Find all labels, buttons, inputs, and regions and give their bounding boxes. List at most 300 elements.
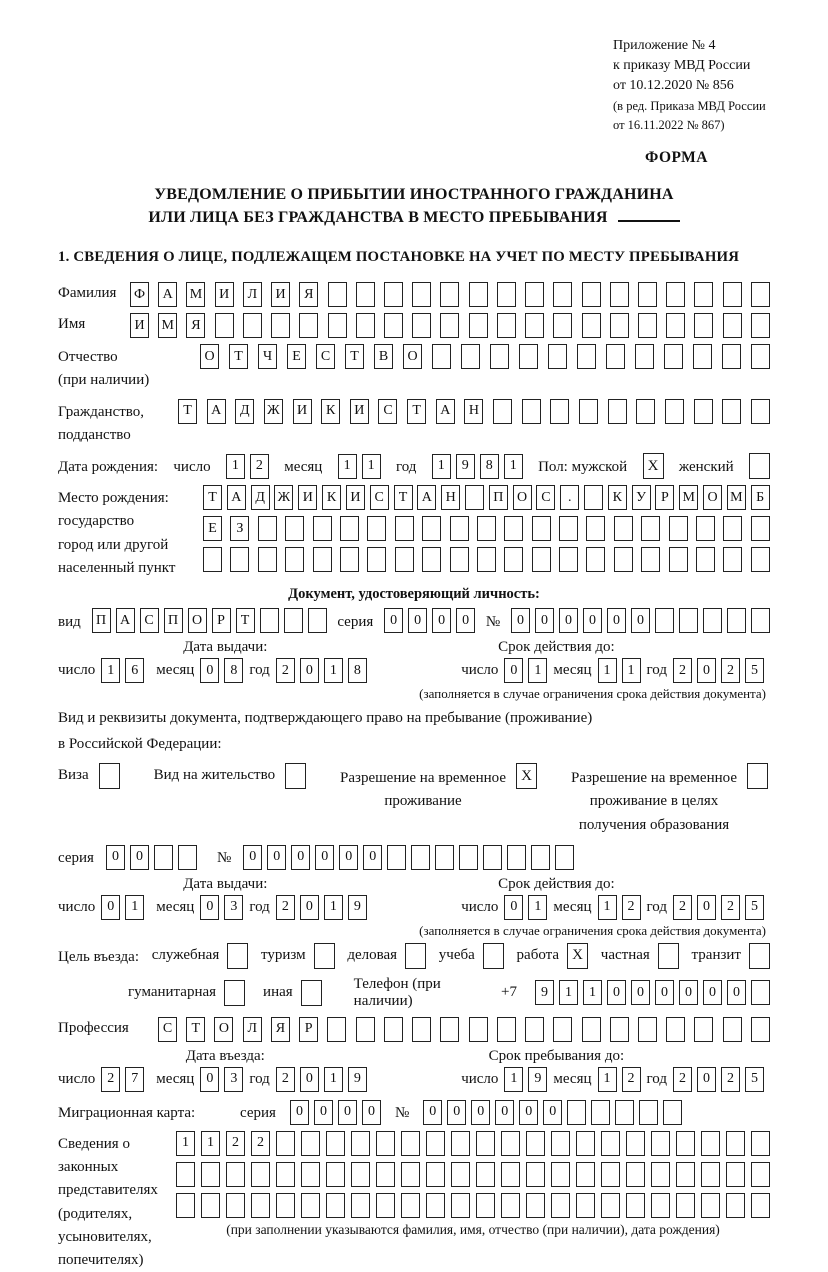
char-cell[interactable]: И	[215, 282, 234, 307]
char-cell[interactable]	[641, 547, 660, 572]
char-cell[interactable]: Р	[655, 485, 674, 510]
char-cell[interactable]: 0	[697, 658, 716, 683]
char-cell[interactable]: Я	[299, 282, 318, 307]
char-cell[interactable]: 2	[721, 658, 740, 683]
char-cell[interactable]	[586, 516, 605, 541]
char-cell[interactable]	[591, 1100, 610, 1125]
char-cell[interactable]	[201, 1162, 220, 1187]
char-cell[interactable]	[451, 1193, 470, 1218]
char-cell[interactable]: 1	[324, 1067, 343, 1092]
char-cell[interactable]	[694, 313, 713, 338]
char-cell[interactable]: О	[214, 1017, 233, 1042]
char-cell[interactable]: 6	[125, 658, 144, 683]
char-cell[interactable]	[751, 1162, 770, 1187]
char-cell[interactable]: 2	[622, 1067, 641, 1092]
char-cell[interactable]: М	[158, 313, 177, 338]
char-cell[interactable]	[526, 1193, 545, 1218]
char-cell[interactable]: 0	[631, 608, 650, 633]
char-cell[interactable]	[751, 344, 770, 369]
char-cell[interactable]	[669, 516, 688, 541]
char-cell[interactable]	[751, 313, 770, 338]
char-cell[interactable]	[567, 1100, 586, 1125]
char-cell[interactable]: 8	[348, 658, 367, 683]
char-cell[interactable]	[401, 1193, 420, 1218]
char-cell[interactable]	[497, 1017, 516, 1042]
char-cell[interactable]	[461, 344, 480, 369]
char-cell[interactable]: 1	[504, 1067, 523, 1092]
char-cell[interactable]	[751, 547, 770, 572]
char-cell[interactable]	[313, 516, 332, 541]
char-cell[interactable]	[676, 1162, 695, 1187]
char-cell[interactable]: 1	[362, 454, 381, 479]
char-cell[interactable]	[440, 313, 459, 338]
char-cell[interactable]	[751, 1131, 770, 1156]
char-cell[interactable]: 0	[362, 1100, 381, 1125]
char-cell[interactable]: Т	[229, 344, 248, 369]
char-cell[interactable]	[459, 845, 478, 870]
char-cell[interactable]: 9	[528, 1067, 547, 1092]
purpose-work-checkbox[interactable]: X	[567, 943, 588, 969]
char-cell[interactable]: 0	[631, 980, 650, 1005]
char-cell[interactable]: 0	[300, 658, 319, 683]
char-cell[interactable]	[614, 516, 633, 541]
char-cell[interactable]	[276, 1131, 295, 1156]
char-cell[interactable]: 0	[423, 1100, 442, 1125]
char-cell[interactable]: Т	[178, 399, 197, 424]
char-cell[interactable]: Ф	[130, 282, 149, 307]
char-cell[interactable]: 8	[480, 454, 499, 479]
char-cell[interactable]	[226, 1193, 245, 1218]
char-cell[interactable]	[723, 547, 742, 572]
char-cell[interactable]	[243, 313, 262, 338]
char-cell[interactable]	[450, 547, 469, 572]
char-cell[interactable]: 0	[456, 608, 475, 633]
char-cell[interactable]: Н	[464, 399, 483, 424]
char-cell[interactable]: 0	[447, 1100, 466, 1125]
char-cell[interactable]: С	[370, 485, 389, 510]
char-cell[interactable]	[726, 1162, 745, 1187]
char-cell[interactable]	[679, 608, 698, 633]
char-cell[interactable]	[351, 1131, 370, 1156]
char-cell[interactable]	[751, 399, 770, 424]
char-cell[interactable]: 0	[291, 845, 310, 870]
char-cell[interactable]	[638, 1017, 657, 1042]
char-cell[interactable]	[608, 399, 627, 424]
char-cell[interactable]: 0	[655, 980, 674, 1005]
char-cell[interactable]	[451, 1162, 470, 1187]
char-cell[interactable]: 2	[622, 895, 641, 920]
char-cell[interactable]: 1	[324, 895, 343, 920]
char-cell[interactable]	[203, 547, 222, 572]
char-cell[interactable]: 1	[432, 454, 451, 479]
char-cell[interactable]: Р	[212, 608, 231, 633]
char-cell[interactable]	[301, 1131, 320, 1156]
char-cell[interactable]: С	[316, 344, 335, 369]
char-cell[interactable]: Н	[441, 485, 460, 510]
char-cell[interactable]	[676, 1131, 695, 1156]
char-cell[interactable]: И	[293, 399, 312, 424]
char-cell[interactable]	[497, 313, 516, 338]
char-cell[interactable]: 2	[721, 1067, 740, 1092]
male-checkbox[interactable]: X	[643, 453, 664, 479]
char-cell[interactable]	[525, 1017, 544, 1042]
female-checkbox[interactable]	[749, 453, 770, 479]
char-cell[interactable]	[412, 313, 431, 338]
char-cell[interactable]	[411, 845, 430, 870]
char-cell[interactable]	[666, 313, 685, 338]
char-cell[interactable]	[426, 1162, 445, 1187]
char-cell[interactable]	[551, 1193, 570, 1218]
char-cell[interactable]: М	[727, 485, 746, 510]
char-cell[interactable]: 8	[224, 658, 243, 683]
char-cell[interactable]	[696, 547, 715, 572]
char-cell[interactable]: 1	[324, 658, 343, 683]
char-cell[interactable]	[384, 1017, 403, 1042]
char-cell[interactable]	[154, 845, 173, 870]
char-cell[interactable]: 0	[130, 845, 149, 870]
char-cell[interactable]: О	[188, 608, 207, 633]
char-cell[interactable]	[230, 547, 249, 572]
char-cell[interactable]: Т	[394, 485, 413, 510]
char-cell[interactable]	[328, 313, 347, 338]
char-cell[interactable]: 0	[703, 980, 722, 1005]
char-cell[interactable]: С	[536, 485, 555, 510]
char-cell[interactable]	[559, 516, 578, 541]
temporary-residence-checkbox[interactable]: X	[516, 763, 537, 789]
char-cell[interactable]: 0	[200, 895, 219, 920]
purpose-official-checkbox[interactable]	[227, 943, 248, 969]
residence-permit-checkbox[interactable]	[285, 763, 306, 789]
char-cell[interactable]: 0	[504, 895, 523, 920]
char-cell[interactable]	[722, 399, 741, 424]
char-cell[interactable]	[201, 1193, 220, 1218]
char-cell[interactable]	[477, 547, 496, 572]
char-cell[interactable]: 1	[226, 454, 245, 479]
char-cell[interactable]: 9	[535, 980, 554, 1005]
char-cell[interactable]: 0	[290, 1100, 309, 1125]
char-cell[interactable]: 3	[224, 895, 243, 920]
char-cell[interactable]	[559, 547, 578, 572]
char-cell[interactable]: 3	[224, 1067, 243, 1092]
char-cell[interactable]: 1	[101, 658, 120, 683]
char-cell[interactable]	[384, 282, 403, 307]
char-cell[interactable]: 1	[598, 658, 617, 683]
purpose-humanitarian-checkbox[interactable]	[224, 980, 245, 1006]
char-cell[interactable]	[666, 282, 685, 307]
char-cell[interactable]: А	[207, 399, 226, 424]
char-cell[interactable]	[387, 845, 406, 870]
char-cell[interactable]: 0	[607, 608, 626, 633]
char-cell[interactable]	[440, 282, 459, 307]
char-cell[interactable]: Е	[203, 516, 222, 541]
char-cell[interactable]: 9	[456, 454, 475, 479]
char-cell[interactable]	[308, 608, 327, 633]
char-cell[interactable]: 0	[300, 895, 319, 920]
char-cell[interactable]: 0	[543, 1100, 562, 1125]
char-cell[interactable]: 2	[673, 658, 692, 683]
char-cell[interactable]: Т	[186, 1017, 205, 1042]
char-cell[interactable]: 1	[583, 980, 602, 1005]
char-cell[interactable]	[490, 344, 509, 369]
char-cell[interactable]	[299, 313, 318, 338]
char-cell[interactable]: О	[703, 485, 722, 510]
char-cell[interactable]	[610, 282, 629, 307]
char-cell[interactable]: 0	[583, 608, 602, 633]
char-cell[interactable]: 0	[607, 980, 626, 1005]
char-cell[interactable]	[451, 1131, 470, 1156]
char-cell[interactable]: У	[632, 485, 651, 510]
purpose-business-checkbox[interactable]	[405, 943, 426, 969]
char-cell[interactable]: 0	[471, 1100, 490, 1125]
char-cell[interactable]	[582, 313, 601, 338]
char-cell[interactable]: 2	[276, 895, 295, 920]
char-cell[interactable]	[639, 1100, 658, 1125]
char-cell[interactable]	[723, 282, 742, 307]
char-cell[interactable]: И	[130, 313, 149, 338]
char-cell[interactable]	[638, 313, 657, 338]
char-cell[interactable]: 0	[697, 1067, 716, 1092]
char-cell[interactable]	[504, 547, 523, 572]
char-cell[interactable]	[522, 399, 541, 424]
char-cell[interactable]	[576, 1131, 595, 1156]
char-cell[interactable]: Т	[345, 344, 364, 369]
char-cell[interactable]: 1	[598, 895, 617, 920]
char-cell[interactable]	[666, 1017, 685, 1042]
char-cell[interactable]	[636, 399, 655, 424]
char-cell[interactable]: И	[350, 399, 369, 424]
char-cell[interactable]	[701, 1162, 720, 1187]
char-cell[interactable]	[635, 344, 654, 369]
char-cell[interactable]	[655, 608, 674, 633]
char-cell[interactable]: А	[417, 485, 436, 510]
char-cell[interactable]: 1	[622, 658, 641, 683]
char-cell[interactable]: К	[608, 485, 627, 510]
char-cell[interactable]: 1	[528, 895, 547, 920]
char-cell[interactable]	[465, 485, 484, 510]
char-cell[interactable]	[722, 344, 741, 369]
char-cell[interactable]: 0	[200, 658, 219, 683]
char-cell[interactable]	[601, 1193, 620, 1218]
char-cell[interactable]	[226, 1162, 245, 1187]
char-cell[interactable]: 0	[267, 845, 286, 870]
char-cell[interactable]	[694, 282, 713, 307]
char-cell[interactable]	[651, 1131, 670, 1156]
char-cell[interactable]: 2	[276, 658, 295, 683]
char-cell[interactable]: 0	[243, 845, 262, 870]
char-cell[interactable]: 0	[315, 845, 334, 870]
char-cell[interactable]	[284, 608, 303, 633]
char-cell[interactable]	[340, 516, 359, 541]
char-cell[interactable]	[258, 516, 277, 541]
char-cell[interactable]	[476, 1193, 495, 1218]
char-cell[interactable]: 0	[519, 1100, 538, 1125]
char-cell[interactable]	[701, 1131, 720, 1156]
char-cell[interactable]	[550, 399, 569, 424]
char-cell[interactable]: 1	[504, 454, 523, 479]
char-cell[interactable]	[376, 1162, 395, 1187]
char-cell[interactable]	[601, 1131, 620, 1156]
char-cell[interactable]: 2	[226, 1131, 245, 1156]
char-cell[interactable]: 0	[338, 1100, 357, 1125]
char-cell[interactable]	[586, 547, 605, 572]
char-cell[interactable]	[440, 1017, 459, 1042]
char-cell[interactable]: 0	[300, 1067, 319, 1092]
char-cell[interactable]	[276, 1193, 295, 1218]
char-cell[interactable]: О	[513, 485, 532, 510]
char-cell[interactable]	[626, 1162, 645, 1187]
char-cell[interactable]: П	[489, 485, 508, 510]
char-cell[interactable]	[726, 1131, 745, 1156]
char-cell[interactable]: Д	[251, 485, 270, 510]
char-cell[interactable]: 1	[201, 1131, 220, 1156]
char-cell[interactable]	[551, 1131, 570, 1156]
char-cell[interactable]	[501, 1193, 520, 1218]
char-cell[interactable]	[326, 1131, 345, 1156]
char-cell[interactable]: Ж	[274, 485, 293, 510]
char-cell[interactable]: 0	[559, 608, 578, 633]
char-cell[interactable]: И	[298, 485, 317, 510]
char-cell[interactable]	[285, 547, 304, 572]
char-cell[interactable]: 7	[125, 1067, 144, 1092]
char-cell[interactable]: Я	[271, 1017, 290, 1042]
char-cell[interactable]	[367, 547, 386, 572]
char-cell[interactable]: 1	[559, 980, 578, 1005]
char-cell[interactable]: И	[271, 282, 290, 307]
char-cell[interactable]	[313, 547, 332, 572]
char-cell[interactable]: 0	[339, 845, 358, 870]
char-cell[interactable]	[664, 344, 683, 369]
char-cell[interactable]: С	[140, 608, 159, 633]
char-cell[interactable]	[577, 344, 596, 369]
char-cell[interactable]	[555, 845, 574, 870]
char-cell[interactable]	[476, 1131, 495, 1156]
char-cell[interactable]: С	[378, 399, 397, 424]
char-cell[interactable]: 0	[408, 608, 427, 633]
char-cell[interactable]	[384, 313, 403, 338]
char-cell[interactable]	[215, 313, 234, 338]
char-cell[interactable]: 2	[721, 895, 740, 920]
char-cell[interactable]	[501, 1131, 520, 1156]
char-cell[interactable]	[584, 485, 603, 510]
char-cell[interactable]	[663, 1100, 682, 1125]
char-cell[interactable]: М	[679, 485, 698, 510]
char-cell[interactable]	[258, 547, 277, 572]
char-cell[interactable]	[476, 1162, 495, 1187]
char-cell[interactable]	[260, 608, 279, 633]
char-cell[interactable]	[356, 1017, 375, 1042]
char-cell[interactable]: Ж	[264, 399, 283, 424]
char-cell[interactable]: Б	[751, 485, 770, 510]
char-cell[interactable]	[626, 1193, 645, 1218]
char-cell[interactable]	[326, 1193, 345, 1218]
char-cell[interactable]	[493, 399, 512, 424]
char-cell[interactable]	[701, 1193, 720, 1218]
purpose-study-checkbox[interactable]	[483, 943, 504, 969]
char-cell[interactable]: 2	[250, 454, 269, 479]
char-cell[interactable]	[532, 547, 551, 572]
char-cell[interactable]	[422, 547, 441, 572]
char-cell[interactable]: 0	[679, 980, 698, 1005]
char-cell[interactable]	[426, 1193, 445, 1218]
char-cell[interactable]	[582, 282, 601, 307]
char-cell[interactable]	[751, 1193, 770, 1218]
char-cell[interactable]	[726, 1193, 745, 1218]
char-cell[interactable]: З	[230, 516, 249, 541]
char-cell[interactable]	[548, 344, 567, 369]
char-cell[interactable]	[694, 399, 713, 424]
char-cell[interactable]	[553, 282, 572, 307]
char-cell[interactable]	[582, 1017, 601, 1042]
char-cell[interactable]	[703, 608, 722, 633]
char-cell[interactable]: А	[227, 485, 246, 510]
char-cell[interactable]	[285, 516, 304, 541]
char-cell[interactable]	[501, 1162, 520, 1187]
char-cell[interactable]	[576, 1162, 595, 1187]
purpose-private-checkbox[interactable]	[658, 943, 679, 969]
char-cell[interactable]	[751, 980, 770, 1005]
char-cell[interactable]: 0	[535, 608, 554, 633]
char-cell[interactable]	[497, 282, 516, 307]
char-cell[interactable]	[723, 313, 742, 338]
char-cell[interactable]	[340, 547, 359, 572]
char-cell[interactable]: 1	[528, 658, 547, 683]
char-cell[interactable]: П	[164, 608, 183, 633]
char-cell[interactable]	[326, 1162, 345, 1187]
char-cell[interactable]	[551, 1162, 570, 1187]
char-cell[interactable]	[469, 282, 488, 307]
char-cell[interactable]	[351, 1193, 370, 1218]
char-cell[interactable]: 2	[251, 1131, 270, 1156]
char-cell[interactable]: К	[321, 399, 340, 424]
char-cell[interactable]	[412, 1017, 431, 1042]
char-cell[interactable]	[615, 1100, 634, 1125]
char-cell[interactable]: 0	[504, 658, 523, 683]
char-cell[interactable]: А	[158, 282, 177, 307]
char-cell[interactable]: Т	[203, 485, 222, 510]
char-cell[interactable]	[401, 1162, 420, 1187]
char-cell[interactable]	[526, 1162, 545, 1187]
char-cell[interactable]: 0	[200, 1067, 219, 1092]
char-cell[interactable]: 0	[495, 1100, 514, 1125]
visa-checkbox[interactable]	[99, 763, 120, 789]
char-cell[interactable]	[669, 547, 688, 572]
char-cell[interactable]: 2	[101, 1067, 120, 1092]
char-cell[interactable]	[426, 1131, 445, 1156]
char-cell[interactable]	[532, 516, 551, 541]
char-cell[interactable]: 0	[511, 608, 530, 633]
char-cell[interactable]	[696, 516, 715, 541]
char-cell[interactable]	[606, 344, 625, 369]
char-cell[interactable]	[367, 516, 386, 541]
char-cell[interactable]	[651, 1193, 670, 1218]
char-cell[interactable]	[601, 1162, 620, 1187]
char-cell[interactable]	[553, 313, 572, 338]
char-cell[interactable]	[301, 1193, 320, 1218]
char-cell[interactable]: 5	[745, 1067, 764, 1092]
temporary-residence-education-checkbox[interactable]	[747, 763, 768, 789]
char-cell[interactable]	[525, 282, 544, 307]
char-cell[interactable]	[507, 845, 526, 870]
char-cell[interactable]	[641, 516, 660, 541]
char-cell[interactable]: О	[200, 344, 219, 369]
char-cell[interactable]: 9	[348, 895, 367, 920]
purpose-transit-checkbox[interactable]	[749, 943, 770, 969]
char-cell[interactable]: 1	[338, 454, 357, 479]
char-cell[interactable]: 2	[673, 895, 692, 920]
char-cell[interactable]	[376, 1131, 395, 1156]
char-cell[interactable]	[579, 399, 598, 424]
char-cell[interactable]	[469, 1017, 488, 1042]
